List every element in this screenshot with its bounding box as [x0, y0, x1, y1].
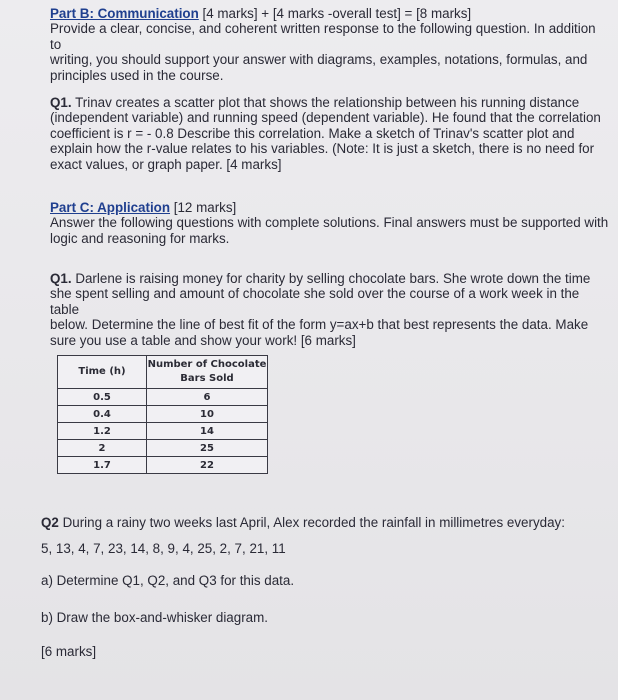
table-row [58, 389, 268, 406]
part-c-intro-line-1: Answer the following questions with complete solutions. Final answers must be supported with [50, 215, 609, 231]
time-cell: 1.7 [58, 457, 147, 474]
time-cell: 0.4 [58, 406, 147, 423]
part-b-intro-line-1: Provide a clear, concise, and coherent written response to the following question. In addition to [50, 21, 596, 52]
table-row [58, 440, 268, 457]
q2-label: Q2 [41, 515, 59, 530]
chocolate-sales-table [57, 355, 268, 474]
time-cell: 2 [58, 440, 147, 457]
q2-rainfall-data: 5, 13, 4, 7, 23, 14, 8, 9, 4, 25, 2, 7, 21, 11 [41, 541, 286, 556]
part-b-q1-label: Q1. [50, 95, 72, 110]
part-c-q1-label: Q1. [50, 271, 72, 286]
part-c-intro-line-2: logic and reasoning for marks. [50, 230, 230, 246]
q2-prompt-text: During a rainy two weeks last April, Alex recorded the rainfall in millimetres everyday: [58, 515, 565, 530]
bars-sold-cell: 22 [147, 457, 268, 474]
table-row [58, 457, 268, 474]
part-c-section [50, 200, 610, 246]
part-b-q1-line-3: coefficient is r = - 0.8 Describe this correlation. Make a sketch of Trinav's scatter plot and [50, 125, 575, 141]
part-b-intro-line-3: principles used in the course. [50, 67, 224, 83]
q2-part-b: b) Draw the box-and-whisker diagram. [41, 610, 268, 625]
table-row [58, 423, 268, 440]
bars-sold-cell: 10 [147, 406, 268, 423]
part-c-question-1 [50, 271, 610, 348]
part-b-q1-line-5: exact values, or graph paper. [4 marks] [50, 156, 282, 172]
part-b-title: Part B: Communication [50, 6, 199, 21]
part-c-q1-line-2: she spent selling and amount of chocolate she sold over the course of a work week in the table [50, 286, 580, 317]
q2-prompt [41, 515, 565, 531]
time-cell: 1.2 [58, 423, 147, 440]
part-c-q1-line-4: sure you use a table and show your work! [6 marks] [50, 332, 356, 348]
part-c-marks: [12 marks] [170, 200, 237, 215]
time-column-header: Time (h) [58, 356, 147, 389]
part-c-heading [50, 200, 610, 215]
part-b-q1-text: Trinav creates a scatter plot that shows the relationship between his running distance [71, 95, 580, 110]
bars-sold-cell: 25 [147, 440, 268, 457]
part-b-heading [50, 6, 610, 21]
bars-sold-column-header [147, 356, 268, 389]
bars-sold-header-line-1: Number of Chocolate [147, 359, 267, 370]
part-c-title: Part C: Application [50, 200, 171, 215]
bars-sold-cell: 6 [147, 389, 268, 406]
bars-sold-header-line-2: Bars Sold [180, 373, 234, 384]
part-c-q1-text: Darlene is raising money for charity by selling chocolate bars. She wrote down the time [71, 271, 591, 286]
part-b-q1-line-1 [50, 95, 610, 110]
part-b-q1-line-4: explain how the r-value relates to his variables. (Note: It is just a sketch, there is no need for [50, 141, 595, 157]
part-b-question-1 [50, 95, 610, 172]
time-cell: 0.5 [58, 389, 147, 406]
table-row [58, 406, 268, 423]
part-b-section [50, 6, 610, 83]
q2-part-a: a) Determine Q1, Q2, and Q3 for this data. [41, 573, 295, 588]
table-header-row [58, 356, 268, 389]
part-b-q1-line-2: (independent variable) and running speed (dependent variable). He found that the correlation [50, 110, 601, 126]
part-b-intro-line-2: writing, you should support your answer with diagrams, examples, notations, formulas, and [50, 52, 588, 68]
part-b-marks: [4 marks] + [4 marks -overall test] = [8 marks] [198, 6, 472, 21]
part-c-q1-line-3: below. Determine the line of best fit of the form y=ax+b that best represents the data. Make [50, 317, 589, 333]
q2-marks: [6 marks] [41, 644, 97, 659]
part-c-q1-line-1 [50, 271, 610, 286]
bars-sold-cell: 14 [147, 423, 268, 440]
